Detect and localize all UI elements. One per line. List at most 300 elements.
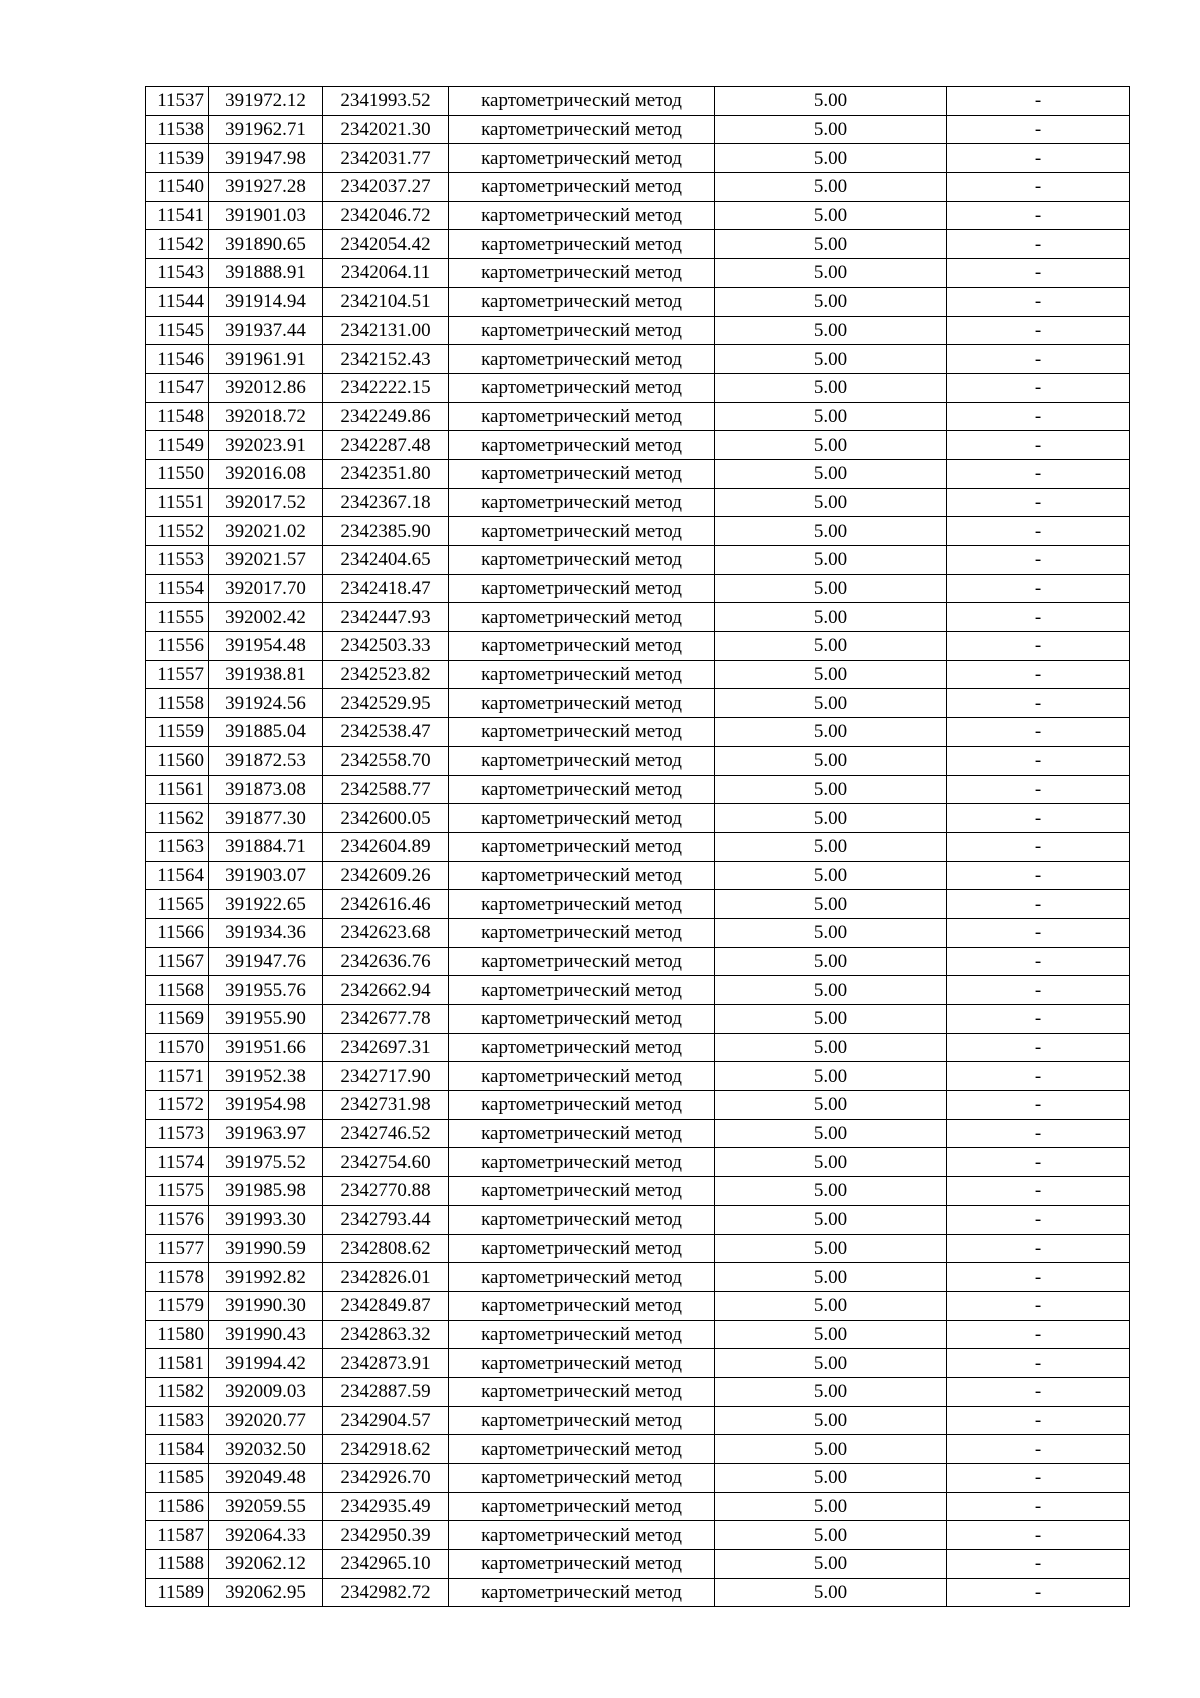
description-cell: - xyxy=(947,603,1130,632)
x-coordinate-cell: 391952.38 xyxy=(209,1062,323,1091)
description-cell: - xyxy=(947,689,1130,718)
accuracy-cell: 5.00 xyxy=(715,1492,947,1521)
point-number-cell: 11562 xyxy=(146,804,209,833)
description-cell: - xyxy=(947,402,1130,431)
y-coordinate-cell: 2342904.57 xyxy=(323,1406,449,1435)
y-coordinate-cell: 2342104.51 xyxy=(323,287,449,316)
point-number-cell: 11560 xyxy=(146,746,209,775)
method-cell: картометрический метод xyxy=(449,1521,715,1550)
point-number-cell: 11582 xyxy=(146,1377,209,1406)
description-cell: - xyxy=(947,373,1130,402)
method-cell: картометрический метод xyxy=(449,574,715,603)
y-coordinate-cell: 2342616.46 xyxy=(323,890,449,919)
table-row xyxy=(146,804,1130,833)
method-cell: картометрический метод xyxy=(449,144,715,173)
accuracy-cell: 5.00 xyxy=(715,1291,947,1320)
description-cell: - xyxy=(947,1492,1130,1521)
accuracy-cell: 5.00 xyxy=(715,574,947,603)
table-row xyxy=(146,431,1130,460)
x-coordinate-cell: 391922.65 xyxy=(209,890,323,919)
y-coordinate-cell: 2342697.31 xyxy=(323,1033,449,1062)
y-coordinate-cell: 2342064.11 xyxy=(323,259,449,288)
method-cell: картометрический метод xyxy=(449,1177,715,1206)
y-coordinate-cell: 2342503.33 xyxy=(323,632,449,661)
description-cell: - xyxy=(947,517,1130,546)
table-row xyxy=(146,287,1130,316)
method-cell: картометрический метод xyxy=(449,1033,715,1062)
coordinates-table xyxy=(145,86,1130,1607)
accuracy-cell: 5.00 xyxy=(715,431,947,460)
y-coordinate-cell: 2342031.77 xyxy=(323,144,449,173)
y-coordinate-cell: 2342152.43 xyxy=(323,345,449,374)
point-number-cell: 11553 xyxy=(146,546,209,575)
point-number-cell: 11540 xyxy=(146,173,209,202)
x-coordinate-cell: 391990.59 xyxy=(209,1234,323,1263)
table-row xyxy=(146,1492,1130,1521)
point-number-cell: 11577 xyxy=(146,1234,209,1263)
x-coordinate-cell: 391934.36 xyxy=(209,918,323,947)
table-row xyxy=(146,1435,1130,1464)
table-row xyxy=(146,918,1130,947)
table-row xyxy=(146,718,1130,747)
table-row xyxy=(146,488,1130,517)
table-row xyxy=(146,115,1130,144)
method-cell: картометрический метод xyxy=(449,918,715,947)
description-cell: - xyxy=(947,173,1130,202)
point-number-cell: 11542 xyxy=(146,230,209,259)
x-coordinate-cell: 391901.03 xyxy=(209,201,323,230)
method-cell: картометрический метод xyxy=(449,517,715,546)
table-row xyxy=(146,1349,1130,1378)
table-row xyxy=(146,1205,1130,1234)
y-coordinate-cell: 2342965.10 xyxy=(323,1550,449,1579)
accuracy-cell: 5.00 xyxy=(715,144,947,173)
x-coordinate-cell: 392032.50 xyxy=(209,1435,323,1464)
method-cell: картометрический метод xyxy=(449,287,715,316)
accuracy-cell: 5.00 xyxy=(715,718,947,747)
description-cell: - xyxy=(947,832,1130,861)
description-cell: - xyxy=(947,804,1130,833)
y-coordinate-cell: 2342849.87 xyxy=(323,1291,449,1320)
table-row xyxy=(146,373,1130,402)
accuracy-cell: 5.00 xyxy=(715,1320,947,1349)
accuracy-cell: 5.00 xyxy=(715,459,947,488)
table-row xyxy=(146,345,1130,374)
y-coordinate-cell: 2342046.72 xyxy=(323,201,449,230)
method-cell: картометрический метод xyxy=(449,87,715,116)
y-coordinate-cell: 2342131.00 xyxy=(323,316,449,345)
y-coordinate-cell: 2342418.47 xyxy=(323,574,449,603)
description-cell: - xyxy=(947,1005,1130,1034)
point-number-cell: 11546 xyxy=(146,345,209,374)
description-cell: - xyxy=(947,345,1130,374)
accuracy-cell: 5.00 xyxy=(715,115,947,144)
table-row xyxy=(146,1291,1130,1320)
y-coordinate-cell: 2342604.89 xyxy=(323,832,449,861)
x-coordinate-cell: 391990.30 xyxy=(209,1291,323,1320)
accuracy-cell: 5.00 xyxy=(715,259,947,288)
description-cell: - xyxy=(947,1406,1130,1435)
point-number-cell: 11573 xyxy=(146,1119,209,1148)
y-coordinate-cell: 2342950.39 xyxy=(323,1521,449,1550)
description-cell: - xyxy=(947,1062,1130,1091)
y-coordinate-cell: 2342677.78 xyxy=(323,1005,449,1034)
description-cell: - xyxy=(947,718,1130,747)
table-row xyxy=(146,660,1130,689)
accuracy-cell: 5.00 xyxy=(715,1091,947,1120)
point-number-cell: 11583 xyxy=(146,1406,209,1435)
x-coordinate-cell: 391885.04 xyxy=(209,718,323,747)
y-coordinate-cell: 2342523.82 xyxy=(323,660,449,689)
y-coordinate-cell: 2342558.70 xyxy=(323,746,449,775)
y-coordinate-cell: 2342529.95 xyxy=(323,689,449,718)
accuracy-cell: 5.00 xyxy=(715,402,947,431)
method-cell: картометрический метод xyxy=(449,316,715,345)
y-coordinate-cell: 2342770.88 xyxy=(323,1177,449,1206)
accuracy-cell: 5.00 xyxy=(715,632,947,661)
accuracy-cell: 5.00 xyxy=(715,546,947,575)
table-row xyxy=(146,1119,1130,1148)
accuracy-cell: 5.00 xyxy=(715,1263,947,1292)
method-cell: картометрический метод xyxy=(449,1349,715,1378)
point-number-cell: 11561 xyxy=(146,775,209,804)
point-number-cell: 11568 xyxy=(146,976,209,1005)
table-row xyxy=(146,87,1130,116)
method-cell: картометрический метод xyxy=(449,1062,715,1091)
y-coordinate-cell: 2342037.27 xyxy=(323,173,449,202)
method-cell: картометрический метод xyxy=(449,1263,715,1292)
x-coordinate-cell: 392002.42 xyxy=(209,603,323,632)
x-coordinate-cell: 392023.91 xyxy=(209,431,323,460)
table-row xyxy=(146,546,1130,575)
method-cell: картометрический метод xyxy=(449,1205,715,1234)
method-cell: картометрический метод xyxy=(449,1492,715,1521)
x-coordinate-cell: 391903.07 xyxy=(209,861,323,890)
description-cell: - xyxy=(947,775,1130,804)
accuracy-cell: 5.00 xyxy=(715,832,947,861)
x-coordinate-cell: 391951.66 xyxy=(209,1033,323,1062)
table-row xyxy=(146,689,1130,718)
description-cell: - xyxy=(947,660,1130,689)
x-coordinate-cell: 391877.30 xyxy=(209,804,323,833)
description-cell: - xyxy=(947,1148,1130,1177)
point-number-cell: 11545 xyxy=(146,316,209,345)
point-number-cell: 11571 xyxy=(146,1062,209,1091)
description-cell: - xyxy=(947,746,1130,775)
y-coordinate-cell: 2342367.18 xyxy=(323,488,449,517)
accuracy-cell: 5.00 xyxy=(715,660,947,689)
accuracy-cell: 5.00 xyxy=(715,804,947,833)
description-cell: - xyxy=(947,1091,1130,1120)
x-coordinate-cell: 391938.81 xyxy=(209,660,323,689)
accuracy-cell: 5.00 xyxy=(715,1062,947,1091)
x-coordinate-cell: 392020.77 xyxy=(209,1406,323,1435)
accuracy-cell: 5.00 xyxy=(715,345,947,374)
x-coordinate-cell: 391990.43 xyxy=(209,1320,323,1349)
y-coordinate-cell: 2342287.48 xyxy=(323,431,449,460)
point-number-cell: 11586 xyxy=(146,1492,209,1521)
x-coordinate-cell: 391954.98 xyxy=(209,1091,323,1120)
accuracy-cell: 5.00 xyxy=(715,316,947,345)
table-row xyxy=(146,1320,1130,1349)
y-coordinate-cell: 2342873.91 xyxy=(323,1349,449,1378)
description-cell: - xyxy=(947,287,1130,316)
method-cell: картометрический метод xyxy=(449,402,715,431)
accuracy-cell: 5.00 xyxy=(715,1349,947,1378)
accuracy-cell: 5.00 xyxy=(715,1377,947,1406)
point-number-cell: 11580 xyxy=(146,1320,209,1349)
y-coordinate-cell: 2342808.62 xyxy=(323,1234,449,1263)
method-cell: картометрический метод xyxy=(449,1320,715,1349)
y-coordinate-cell: 2342609.26 xyxy=(323,861,449,890)
x-coordinate-cell: 391963.97 xyxy=(209,1119,323,1148)
x-coordinate-cell: 391985.98 xyxy=(209,1177,323,1206)
x-coordinate-cell: 391961.91 xyxy=(209,345,323,374)
table-row xyxy=(146,1234,1130,1263)
description-cell: - xyxy=(947,1033,1130,1062)
point-number-cell: 11587 xyxy=(146,1521,209,1550)
accuracy-cell: 5.00 xyxy=(715,1578,947,1607)
point-number-cell: 11589 xyxy=(146,1578,209,1607)
description-cell: - xyxy=(947,1578,1130,1607)
description-cell: - xyxy=(947,976,1130,1005)
accuracy-cell: 5.00 xyxy=(715,1521,947,1550)
method-cell: картометрический метод xyxy=(449,201,715,230)
table-row xyxy=(146,775,1130,804)
description-cell: - xyxy=(947,1377,1130,1406)
table-row xyxy=(146,173,1130,202)
description-cell: - xyxy=(947,890,1130,919)
y-coordinate-cell: 2342793.44 xyxy=(323,1205,449,1234)
x-coordinate-cell: 392012.86 xyxy=(209,373,323,402)
table-body xyxy=(146,87,1130,1607)
table-row xyxy=(146,459,1130,488)
point-number-cell: 11567 xyxy=(146,947,209,976)
y-coordinate-cell: 2341993.52 xyxy=(323,87,449,116)
point-number-cell: 11579 xyxy=(146,1291,209,1320)
x-coordinate-cell: 391890.65 xyxy=(209,230,323,259)
accuracy-cell: 5.00 xyxy=(715,775,947,804)
x-coordinate-cell: 392064.33 xyxy=(209,1521,323,1550)
y-coordinate-cell: 2342662.94 xyxy=(323,976,449,1005)
table-row xyxy=(146,259,1130,288)
accuracy-cell: 5.00 xyxy=(715,1205,947,1234)
table-row xyxy=(146,890,1130,919)
description-cell: - xyxy=(947,861,1130,890)
x-coordinate-cell: 391947.76 xyxy=(209,947,323,976)
table-row xyxy=(146,1177,1130,1206)
accuracy-cell: 5.00 xyxy=(715,918,947,947)
x-coordinate-cell: 391993.30 xyxy=(209,1205,323,1234)
point-number-cell: 11575 xyxy=(146,1177,209,1206)
y-coordinate-cell: 2342588.77 xyxy=(323,775,449,804)
x-coordinate-cell: 391947.98 xyxy=(209,144,323,173)
accuracy-cell: 5.00 xyxy=(715,87,947,116)
y-coordinate-cell: 2342351.80 xyxy=(323,459,449,488)
description-cell: - xyxy=(947,488,1130,517)
description-cell: - xyxy=(947,201,1130,230)
method-cell: картометрический метод xyxy=(449,660,715,689)
x-coordinate-cell: 391972.12 xyxy=(209,87,323,116)
point-number-cell: 11550 xyxy=(146,459,209,488)
point-number-cell: 11554 xyxy=(146,574,209,603)
description-cell: - xyxy=(947,459,1130,488)
x-coordinate-cell: 391888.91 xyxy=(209,259,323,288)
point-number-cell: 11564 xyxy=(146,861,209,890)
method-cell: картометрический метод xyxy=(449,1578,715,1607)
table-row xyxy=(146,947,1130,976)
y-coordinate-cell: 2342717.90 xyxy=(323,1062,449,1091)
y-coordinate-cell: 2342404.65 xyxy=(323,546,449,575)
x-coordinate-cell: 392021.57 xyxy=(209,546,323,575)
method-cell: картометрический метод xyxy=(449,718,715,747)
point-number-cell: 11552 xyxy=(146,517,209,546)
x-coordinate-cell: 392018.72 xyxy=(209,402,323,431)
table-row xyxy=(146,574,1130,603)
description-cell: - xyxy=(947,115,1130,144)
accuracy-cell: 5.00 xyxy=(715,890,947,919)
table-row xyxy=(146,1578,1130,1607)
description-cell: - xyxy=(947,1521,1130,1550)
description-cell: - xyxy=(947,632,1130,661)
description-cell: - xyxy=(947,918,1130,947)
accuracy-cell: 5.00 xyxy=(715,1406,947,1435)
table-row xyxy=(146,1464,1130,1493)
method-cell: картометрический метод xyxy=(449,746,715,775)
x-coordinate-cell: 391924.56 xyxy=(209,689,323,718)
description-cell: - xyxy=(947,1234,1130,1263)
description-cell: - xyxy=(947,947,1130,976)
method-cell: картометрический метод xyxy=(449,804,715,833)
table-row xyxy=(146,1263,1130,1292)
point-number-cell: 11543 xyxy=(146,259,209,288)
description-cell: - xyxy=(947,87,1130,116)
method-cell: картометрический метод xyxy=(449,173,715,202)
x-coordinate-cell: 391962.71 xyxy=(209,115,323,144)
method-cell: картометрический метод xyxy=(449,546,715,575)
y-coordinate-cell: 2342538.47 xyxy=(323,718,449,747)
point-number-cell: 11558 xyxy=(146,689,209,718)
x-coordinate-cell: 391884.71 xyxy=(209,832,323,861)
point-number-cell: 11539 xyxy=(146,144,209,173)
point-number-cell: 11549 xyxy=(146,431,209,460)
x-coordinate-cell: 391992.82 xyxy=(209,1263,323,1292)
x-coordinate-cell: 391994.42 xyxy=(209,1349,323,1378)
method-cell: картометрический метод xyxy=(449,431,715,460)
accuracy-cell: 5.00 xyxy=(715,1550,947,1579)
accuracy-cell: 5.00 xyxy=(715,746,947,775)
method-cell: картометрический метод xyxy=(449,1234,715,1263)
y-coordinate-cell: 2342249.86 xyxy=(323,402,449,431)
x-coordinate-cell: 392009.03 xyxy=(209,1377,323,1406)
point-number-cell: 11548 xyxy=(146,402,209,431)
y-coordinate-cell: 2342935.49 xyxy=(323,1492,449,1521)
method-cell: картометрический метод xyxy=(449,230,715,259)
y-coordinate-cell: 2342926.70 xyxy=(323,1464,449,1493)
method-cell: картометрический метод xyxy=(449,861,715,890)
point-number-cell: 11556 xyxy=(146,632,209,661)
accuracy-cell: 5.00 xyxy=(715,1464,947,1493)
x-coordinate-cell: 392017.52 xyxy=(209,488,323,517)
table-row xyxy=(146,976,1130,1005)
accuracy-cell: 5.00 xyxy=(715,1177,947,1206)
point-number-cell: 11584 xyxy=(146,1435,209,1464)
accuracy-cell: 5.00 xyxy=(715,517,947,546)
description-cell: - xyxy=(947,1320,1130,1349)
method-cell: картометрический метод xyxy=(449,603,715,632)
table-row xyxy=(146,517,1130,546)
description-cell: - xyxy=(947,1291,1130,1320)
accuracy-cell: 5.00 xyxy=(715,1033,947,1062)
method-cell: картометрический метод xyxy=(449,890,715,919)
table-row xyxy=(146,1148,1130,1177)
point-number-cell: 11565 xyxy=(146,890,209,919)
accuracy-cell: 5.00 xyxy=(715,201,947,230)
accuracy-cell: 5.00 xyxy=(715,947,947,976)
x-coordinate-cell: 392049.48 xyxy=(209,1464,323,1493)
accuracy-cell: 5.00 xyxy=(715,1435,947,1464)
table-row xyxy=(146,1091,1130,1120)
table-row xyxy=(146,632,1130,661)
method-cell: картометрический метод xyxy=(449,1291,715,1320)
point-number-cell: 11569 xyxy=(146,1005,209,1034)
point-number-cell: 11574 xyxy=(146,1148,209,1177)
y-coordinate-cell: 2342918.62 xyxy=(323,1435,449,1464)
method-cell: картометрический метод xyxy=(449,488,715,517)
description-cell: - xyxy=(947,1177,1130,1206)
accuracy-cell: 5.00 xyxy=(715,488,947,517)
point-number-cell: 11559 xyxy=(146,718,209,747)
y-coordinate-cell: 2342826.01 xyxy=(323,1263,449,1292)
method-cell: картометрический метод xyxy=(449,345,715,374)
table-row xyxy=(146,201,1130,230)
accuracy-cell: 5.00 xyxy=(715,373,947,402)
method-cell: картометрический метод xyxy=(449,115,715,144)
y-coordinate-cell: 2342746.52 xyxy=(323,1119,449,1148)
method-cell: картометрический метод xyxy=(449,632,715,661)
x-coordinate-cell: 392062.95 xyxy=(209,1578,323,1607)
x-coordinate-cell: 392062.12 xyxy=(209,1550,323,1579)
accuracy-cell: 5.00 xyxy=(715,1005,947,1034)
accuracy-cell: 5.00 xyxy=(715,603,947,632)
table-row xyxy=(146,230,1130,259)
x-coordinate-cell: 391914.94 xyxy=(209,287,323,316)
method-cell: картометрический метод xyxy=(449,1119,715,1148)
table-row xyxy=(146,746,1130,775)
table-row xyxy=(146,1062,1130,1091)
method-cell: картометрический метод xyxy=(449,459,715,488)
description-cell: - xyxy=(947,1464,1130,1493)
method-cell: картометрический метод xyxy=(449,947,715,976)
method-cell: картометрический метод xyxy=(449,1091,715,1120)
point-number-cell: 11551 xyxy=(146,488,209,517)
point-number-cell: 11572 xyxy=(146,1091,209,1120)
accuracy-cell: 5.00 xyxy=(715,689,947,718)
y-coordinate-cell: 2342887.59 xyxy=(323,1377,449,1406)
description-cell: - xyxy=(947,431,1130,460)
y-coordinate-cell: 2342731.98 xyxy=(323,1091,449,1120)
accuracy-cell: 5.00 xyxy=(715,1148,947,1177)
table-row xyxy=(146,316,1130,345)
description-cell: - xyxy=(947,144,1130,173)
x-coordinate-cell: 392021.02 xyxy=(209,517,323,546)
x-coordinate-cell: 391937.44 xyxy=(209,316,323,345)
point-number-cell: 11541 xyxy=(146,201,209,230)
method-cell: картометрический метод xyxy=(449,1550,715,1579)
method-cell: картометрический метод xyxy=(449,976,715,1005)
description-cell: - xyxy=(947,316,1130,345)
table-row xyxy=(146,144,1130,173)
